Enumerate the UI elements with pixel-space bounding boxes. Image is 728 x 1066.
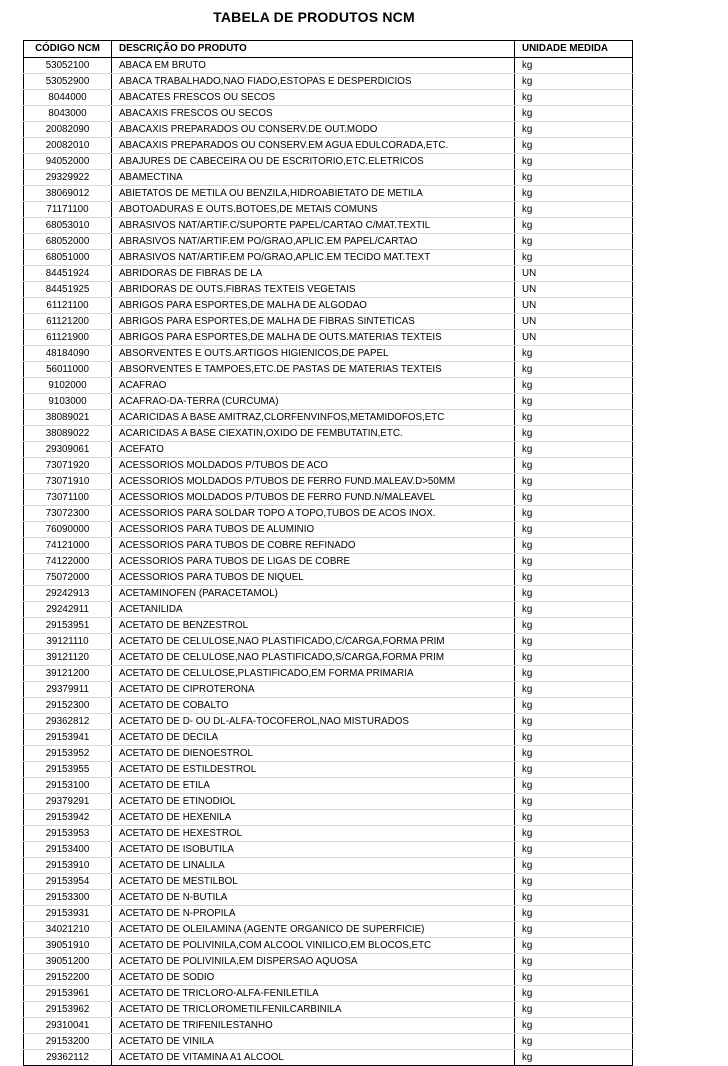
unit-measure-cell: kg (515, 650, 633, 666)
unit-measure-cell: kg (515, 410, 633, 426)
ncm-code-cell: 29153961 (24, 986, 112, 1002)
table-row (24, 58, 633, 74)
table-row (24, 426, 633, 442)
ncm-code-cell: 53052100 (24, 58, 112, 74)
product-description-cell: ABACATES FRESCOS OU SECOS (112, 90, 515, 106)
table-row (24, 410, 633, 426)
product-description-cell: ACESSORIOS PARA TUBOS DE ALUMINIO (112, 522, 515, 538)
product-description-cell: ACESSORIOS PARA TUBOS DE NIQUEL (112, 570, 515, 586)
table-row (24, 586, 633, 602)
table-row (24, 698, 633, 714)
ncm-code-cell: 74121000 (24, 538, 112, 554)
ncm-code-cell: 29153941 (24, 730, 112, 746)
table-row (24, 794, 633, 810)
product-description-cell: ACESSORIOS PARA TUBOS DE LIGAS DE COBRE (112, 554, 515, 570)
unit-measure-cell: kg (515, 874, 633, 890)
product-description-cell: ACAFRAO-DA-TERRA (CURCUMA) (112, 394, 515, 410)
product-description-cell: ACETATO DE TRICLOROMETILFENILCARBINILA (112, 1002, 515, 1018)
ncm-code-cell: 73071920 (24, 458, 112, 474)
table-row (24, 90, 633, 106)
header-unit-measure: UNIDADE MEDIDA (515, 41, 633, 58)
product-description-cell: ACARICIDAS A BASE CIEXATIN,OXIDO DE FEMBUTATIN,ETC. (112, 426, 515, 442)
table-row (24, 346, 633, 362)
table-row (24, 458, 633, 474)
table-row (24, 122, 633, 138)
table-row (24, 538, 633, 554)
product-description-cell: ABRIGOS PARA ESPORTES,DE MALHA DE OUTS.MATERIAS TEXTEIS (112, 330, 515, 346)
ncm-code-cell: 68053010 (24, 218, 112, 234)
unit-measure-cell: kg (515, 362, 633, 378)
unit-measure-cell: kg (515, 1002, 633, 1018)
product-description-cell: ACESSORIOS MOLDADOS P/TUBOS DE FERRO FUND.N/MALEAVEL (112, 490, 515, 506)
product-description-cell: ACETATO DE DECILA (112, 730, 515, 746)
table-row (24, 474, 633, 490)
unit-measure-cell: kg (515, 970, 633, 986)
ncm-code-cell: 29309061 (24, 442, 112, 458)
ncm-code-cell: 29153910 (24, 858, 112, 874)
unit-measure-cell: kg (515, 170, 633, 186)
unit-measure-cell: kg (515, 458, 633, 474)
ncm-code-cell: 29153400 (24, 842, 112, 858)
product-description-cell: ABIETATOS DE METILA OU BENZILA,HIDROABIETATO DE METILA (112, 186, 515, 202)
ncm-code-cell: 71171100 (24, 202, 112, 218)
unit-measure-cell: kg (515, 74, 633, 90)
header-code-ncm: CÓDIGO NCM (24, 41, 112, 58)
unit-measure-cell: kg (515, 698, 633, 714)
product-description-cell: ABSORVENTES E TAMPOES,ETC.DE PASTAS DE MATERIAS TEXTEIS (112, 362, 515, 378)
table-row (24, 634, 633, 650)
unit-measure-cell: UN (515, 282, 633, 298)
product-description-cell: ACETATO DE SODIO (112, 970, 515, 986)
product-description-cell: ABACA TRABALHADO,NAO FIADO,ESTOPAS E DESPERDICIOS (112, 74, 515, 90)
unit-measure-cell: kg (515, 474, 633, 490)
unit-measure-cell: kg (515, 730, 633, 746)
table-body (24, 58, 633, 1066)
product-description-cell: ABSORVENTES E OUTS.ARTIGOS HIGIENICOS,DE PAPEL (112, 346, 515, 362)
ncm-code-cell: 9103000 (24, 394, 112, 410)
unit-measure-cell: kg (515, 906, 633, 922)
unit-measure-cell: kg (515, 138, 633, 154)
unit-measure-cell: kg (515, 570, 633, 586)
product-description-cell: ACETATO DE TRIFENILESTANHO (112, 1018, 515, 1034)
ncm-code-cell: 84451924 (24, 266, 112, 282)
table-row (24, 378, 633, 394)
unit-measure-cell: kg (515, 154, 633, 170)
ncm-products-table (23, 40, 633, 1066)
table-row (24, 1050, 633, 1066)
unit-measure-cell: kg (515, 810, 633, 826)
ncm-code-cell: 8043000 (24, 106, 112, 122)
table-row (24, 74, 633, 90)
unit-measure-cell: kg (515, 682, 633, 698)
product-description-cell: ACETANILIDA (112, 602, 515, 618)
product-description-cell: ABRIDORAS DE FIBRAS DE LA (112, 266, 515, 282)
unit-measure-cell: kg (515, 186, 633, 202)
unit-measure-cell: kg (515, 522, 633, 538)
table-row (24, 1002, 633, 1018)
product-description-cell: ABRASIVOS NAT/ARTIF.C/SUPORTE PAPEL/CARTAO C/MAT.TEXTIL (112, 218, 515, 234)
product-description-cell: ABAMECTINA (112, 170, 515, 186)
ncm-code-cell: 29153100 (24, 778, 112, 794)
product-description-cell: ACETATO DE BENZESTROL (112, 618, 515, 634)
ncm-code-cell: 75072000 (24, 570, 112, 586)
ncm-code-cell: 29153952 (24, 746, 112, 762)
product-description-cell: ACETAMINOFEN (PARACETAMOL) (112, 586, 515, 602)
product-description-cell: ABRASIVOS NAT/ARTIF.EM PO/GRAO,APLIC.EM TECIDO MAT.TEXT (112, 250, 515, 266)
ncm-code-cell: 61121900 (24, 330, 112, 346)
product-description-cell: ACETATO DE COBALTO (112, 698, 515, 714)
table-row (24, 266, 633, 282)
ncm-code-cell: 38089022 (24, 426, 112, 442)
ncm-code-cell: 29153931 (24, 906, 112, 922)
product-description-cell: ABACAXIS PREPARADOS OU CONSERV.DE OUT.MODO (112, 122, 515, 138)
unit-measure-cell: kg (515, 714, 633, 730)
table-row (24, 714, 633, 730)
table-row (24, 250, 633, 266)
table-row (24, 650, 633, 666)
unit-measure-cell: UN (515, 314, 633, 330)
ncm-code-cell: 38089021 (24, 410, 112, 426)
ncm-code-cell: 39121110 (24, 634, 112, 650)
product-description-cell: ABOTOADURAS E OUTS.BOTOES,DE METAIS COMUNS (112, 202, 515, 218)
unit-measure-cell: kg (515, 890, 633, 906)
table-row (24, 186, 633, 202)
table-row (24, 1018, 633, 1034)
ncm-code-cell: 73071100 (24, 490, 112, 506)
ncm-code-cell: 29242911 (24, 602, 112, 618)
ncm-code-cell: 20082090 (24, 122, 112, 138)
table-row (24, 730, 633, 746)
product-description-cell: ACETATO DE TRICLORO-ALFA-FENILETILA (112, 986, 515, 1002)
product-description-cell: ACETATO DE CELULOSE,NAO PLASTIFICADO,C/CARGA,FORMA PRIM (112, 634, 515, 650)
product-description-cell: ACETATO DE ESTILDESTROL (112, 762, 515, 778)
ncm-code-cell: 39051200 (24, 954, 112, 970)
ncm-code-cell: 29362112 (24, 1050, 112, 1066)
table-row (24, 554, 633, 570)
product-description-cell: ACETATO DE LINALILA (112, 858, 515, 874)
product-description-cell: ACETATO DE HEXESTROL (112, 826, 515, 842)
unit-measure-cell: kg (515, 346, 633, 362)
unit-measure-cell: kg (515, 202, 633, 218)
table-row (24, 298, 633, 314)
ncm-code-cell: 53052900 (24, 74, 112, 90)
table-row (24, 170, 633, 186)
ncm-code-cell: 29310041 (24, 1018, 112, 1034)
table-row (24, 810, 633, 826)
ncm-code-cell: 38069012 (24, 186, 112, 202)
unit-measure-cell: kg (515, 746, 633, 762)
product-description-cell: ACETATO DE POLIVINILA,COM ALCOOL VINILICO,EM BLOCOS,ETC (112, 938, 515, 954)
ncm-code-cell: 29153953 (24, 826, 112, 842)
ncm-code-cell: 39121200 (24, 666, 112, 682)
ncm-code-cell: 8044000 (24, 90, 112, 106)
product-description-cell: ACEFATO (112, 442, 515, 458)
unit-measure-cell: kg (515, 842, 633, 858)
unit-measure-cell: kg (515, 394, 633, 410)
ncm-code-cell: 34021210 (24, 922, 112, 938)
product-description-cell: ACESSORIOS MOLDADOS P/TUBOS DE FERRO FUND.MALEAV.D>50MM (112, 474, 515, 490)
unit-measure-cell: kg (515, 90, 633, 106)
unit-measure-cell: kg (515, 426, 633, 442)
table-row (24, 394, 633, 410)
table-row (24, 570, 633, 586)
unit-measure-cell: kg (515, 218, 633, 234)
product-description-cell: ACESSORIOS MOLDADOS P/TUBOS DE ACO (112, 458, 515, 474)
product-description-cell: ACETATO DE VITAMINA A1 ALCOOL (112, 1050, 515, 1066)
ncm-code-cell: 68052000 (24, 234, 112, 250)
table-row (24, 234, 633, 250)
ncm-code-cell: 29362812 (24, 714, 112, 730)
ncm-code-cell: 29379291 (24, 794, 112, 810)
ncm-code-cell: 29153300 (24, 890, 112, 906)
product-description-cell: ACETATO DE ETINODIOL (112, 794, 515, 810)
table-row (24, 154, 633, 170)
table-row (24, 874, 633, 890)
ncm-code-cell: 39121120 (24, 650, 112, 666)
ncm-code-cell: 29153962 (24, 1002, 112, 1018)
unit-measure-cell: kg (515, 602, 633, 618)
ncm-code-cell: 68051000 (24, 250, 112, 266)
product-description-cell: ACETATO DE CELULOSE,PLASTIFICADO,EM FORMA PRIMARIA (112, 666, 515, 682)
product-description-cell: ABRIGOS PARA ESPORTES,DE MALHA DE FIBRAS SINTETICAS (112, 314, 515, 330)
page-title: TABELA DE PRODUTOS NCM (213, 9, 415, 25)
ncm-code-cell: 94052000 (24, 154, 112, 170)
ncm-code-cell: 61121100 (24, 298, 112, 314)
header-product-description: DESCRIÇÃO DO PRODUTO (112, 41, 515, 58)
product-description-cell: ACETATO DE POLIVINILA,EM DISPERSAO AQUOSA (112, 954, 515, 970)
table-row (24, 138, 633, 154)
table-row (24, 490, 633, 506)
ncm-code-cell: 29153951 (24, 618, 112, 634)
unit-measure-cell: kg (515, 938, 633, 954)
table-row (24, 954, 633, 970)
unit-measure-cell: kg (515, 618, 633, 634)
table-row (24, 602, 633, 618)
table-row (24, 922, 633, 938)
unit-measure-cell: kg (515, 250, 633, 266)
table-row (24, 906, 633, 922)
product-description-cell: ABRIDORAS DE OUTS.FIBRAS TEXTEIS VEGETAIS (112, 282, 515, 298)
unit-measure-cell: kg (515, 778, 633, 794)
ncm-code-cell: 9102000 (24, 378, 112, 394)
ncm-code-cell: 29153954 (24, 874, 112, 890)
table-row (24, 970, 633, 986)
ncm-code-cell: 39051910 (24, 938, 112, 954)
product-description-cell: ACETATO DE DIENOESTROL (112, 746, 515, 762)
table-row (24, 522, 633, 538)
product-description-cell: ABRASIVOS NAT/ARTIF.EM PO/GRAO,APLIC.EM PAPEL/CARTAO (112, 234, 515, 250)
table-row (24, 746, 633, 762)
unit-measure-cell: kg (515, 794, 633, 810)
unit-measure-cell: kg (515, 826, 633, 842)
ncm-code-cell: 29152300 (24, 698, 112, 714)
ncm-code-cell: 48184090 (24, 346, 112, 362)
table-row (24, 762, 633, 778)
unit-measure-cell: kg (515, 762, 633, 778)
table-row (24, 330, 633, 346)
product-description-cell: ABACAXIS PREPARADOS OU CONSERV.EM AGUA EDULCORADA,ETC. (112, 138, 515, 154)
unit-measure-cell: kg (515, 858, 633, 874)
ncm-code-cell: 84451925 (24, 282, 112, 298)
unit-measure-cell: UN (515, 298, 633, 314)
table-row (24, 1034, 633, 1050)
ncm-code-cell: 29329922 (24, 170, 112, 186)
ncm-code-cell: 29153955 (24, 762, 112, 778)
product-description-cell: ACARICIDAS A BASE AMITRAZ,CLORFENVINFOS,METAMIDOFOS,ETC (112, 410, 515, 426)
unit-measure-cell: kg (515, 58, 633, 74)
unit-measure-cell: kg (515, 106, 633, 122)
product-description-cell: ACETATO DE CIPROTERONA (112, 682, 515, 698)
table-row (24, 442, 633, 458)
product-description-cell: ACETATO DE HEXENILA (112, 810, 515, 826)
table-header-row (24, 41, 633, 58)
table-row (24, 218, 633, 234)
table-row (24, 618, 633, 634)
product-description-cell: ACETATO DE ISOBUTILA (112, 842, 515, 858)
unit-measure-cell: kg (515, 554, 633, 570)
unit-measure-cell: kg (515, 490, 633, 506)
product-description-cell: ABAJURES DE CABECEIRA OU DE ESCRITORIO,ETC.ELETRICOS (112, 154, 515, 170)
unit-measure-cell: UN (515, 266, 633, 282)
unit-measure-cell: kg (515, 442, 633, 458)
unit-measure-cell: kg (515, 538, 633, 554)
ncm-code-cell: 29379911 (24, 682, 112, 698)
product-description-cell: ACESSORIOS PARA SOLDAR TOPO A TOPO,TUBOS DE ACOS INOX. (112, 506, 515, 522)
ncm-code-cell: 29153200 (24, 1034, 112, 1050)
product-description-cell: ACETATO DE VINILA (112, 1034, 515, 1050)
unit-measure-cell: kg (515, 1050, 633, 1066)
unit-measure-cell: kg (515, 378, 633, 394)
ncm-code-cell: 73071910 (24, 474, 112, 490)
product-description-cell: ACETATO DE MESTILBOL (112, 874, 515, 890)
unit-measure-cell: kg (515, 506, 633, 522)
product-description-cell: ACETATO DE D- OU DL-ALFA-TOCOFEROL,NAO MISTURADOS (112, 714, 515, 730)
ncm-code-cell: 29242913 (24, 586, 112, 602)
ncm-code-cell: 20082010 (24, 138, 112, 154)
unit-measure-cell: kg (515, 586, 633, 602)
table-row (24, 890, 633, 906)
ncm-code-cell: 56011000 (24, 362, 112, 378)
product-description-cell: ACESSORIOS PARA TUBOS DE COBRE REFINADO (112, 538, 515, 554)
product-description-cell: ACETATO DE OLEILAMINA (AGENTE ORGANICO DE SUPERFICIE) (112, 922, 515, 938)
product-description-cell: ACETATO DE ETILA (112, 778, 515, 794)
unit-measure-cell: kg (515, 954, 633, 970)
product-description-cell: ACETATO DE N-PROPILA (112, 906, 515, 922)
unit-measure-cell: kg (515, 122, 633, 138)
table-row (24, 314, 633, 330)
unit-measure-cell: UN (515, 330, 633, 346)
unit-measure-cell: kg (515, 634, 633, 650)
table-row (24, 986, 633, 1002)
table-row (24, 666, 633, 682)
unit-measure-cell: kg (515, 666, 633, 682)
table-row (24, 506, 633, 522)
ncm-code-cell: 29152200 (24, 970, 112, 986)
table-row (24, 826, 633, 842)
product-description-cell: ABACA EM BRUTO (112, 58, 515, 74)
product-description-cell: ABACAXIS FRESCOS OU SECOS (112, 106, 515, 122)
table-row (24, 938, 633, 954)
table-row (24, 282, 633, 298)
product-description-cell: ACETATO DE CELULOSE,NAO PLASTIFICADO,S/CARGA,FORMA PRIM (112, 650, 515, 666)
table-row (24, 842, 633, 858)
table-row (24, 362, 633, 378)
table-row (24, 858, 633, 874)
ncm-code-cell: 73072300 (24, 506, 112, 522)
ncm-code-cell: 61121200 (24, 314, 112, 330)
product-description-cell: ACETATO DE N-BUTILA (112, 890, 515, 906)
table-row (24, 682, 633, 698)
ncm-code-cell: 29153942 (24, 810, 112, 826)
unit-measure-cell: kg (515, 986, 633, 1002)
unit-measure-cell: kg (515, 922, 633, 938)
table-row (24, 106, 633, 122)
unit-measure-cell: kg (515, 1018, 633, 1034)
product-description-cell: ABRIGOS PARA ESPORTES,DE MALHA DE ALGODAO (112, 298, 515, 314)
table-row (24, 778, 633, 794)
ncm-code-cell: 76090000 (24, 522, 112, 538)
ncm-code-cell: 74122000 (24, 554, 112, 570)
unit-measure-cell: kg (515, 1034, 633, 1050)
table-row (24, 202, 633, 218)
product-description-cell: ACAFRAO (112, 378, 515, 394)
unit-measure-cell: kg (515, 234, 633, 250)
